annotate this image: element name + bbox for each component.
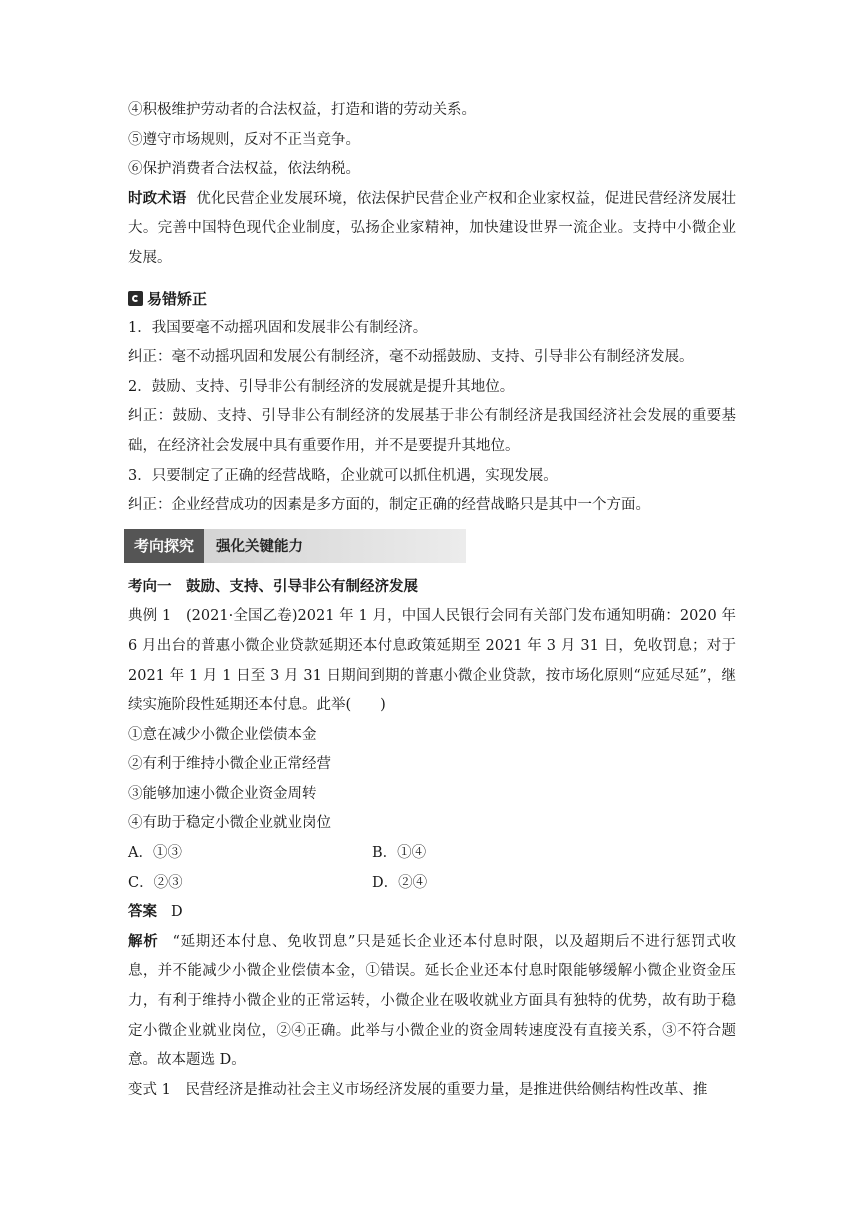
choice-a: A．①③ (128, 845, 182, 862)
policy-term-label: 时政术语 (128, 190, 187, 207)
option-item: ③能够加速小微企业资金周转 (128, 785, 317, 802)
correction-statement: 1．我国要毫不动摇巩固和发展非公有制经济。 (128, 319, 428, 336)
choice-row (128, 869, 736, 899)
topic-heading: 考向一 鼓励、支持、引导非公有制经济发展 (128, 578, 418, 595)
list-item: ⑤遵守市场规则，反对不正当竞争。 (128, 131, 360, 148)
choice-c: C．②③ (128, 874, 183, 891)
example-stem: 典例 1 (2021·全国乙卷)2021 年 1 月，中国人民银行会同有关部门发布通知明确：2020 年 6 月出台的普惠小微企业贷款延期还本付息政策延期至 2021 年 3 月 31 日，免收罚息；对于 2021 年 1 月 1 日至 3 月 31 日期间到期的普惠小微企业贷款，按市场化原则“应延尽延”，继续实施阶段性延期还本付息。此举( ) (128, 608, 736, 714)
answer-line (128, 898, 736, 928)
correction-fix: 纠正：毫不动摇巩固和发展公有制经济，毫不动摇鼓励、支持、引导非公有制经济发展。 (128, 349, 694, 366)
correction-statement: 2．鼓励、支持、引导非公有制经济的发展就是提升其地位。 (128, 378, 515, 395)
section-banner (124, 529, 466, 563)
answer-value: D (171, 904, 183, 921)
analysis-text: “延期还本付息、免收罚息”只是延长企业还本付息时限，以及超期后不进行惩罚式收息，并不能减少小微企业偿债本金，①错误。延长企业还本付息时限能够缓解小微企业资金压力，有利于维持小微企业的正常运转，小微企业在吸收就业方面具有独特的优势，故有助于稳定小微企业就业岗位，②④正确。此举与小微企业的资金周转速度没有直接关系，③不符合题意。故本题选 D。 (128, 933, 737, 1069)
banner-right-label: 强化关键能力 (204, 529, 466, 563)
list-item: ④积极维护劳动者的合法权益，打造和谐的劳动关系。 (128, 102, 476, 118)
variant-line: 变式 1 民营经济是推动社会主义市场经济发展的重要力量，是推进供给侧结构性改革、推 (128, 1081, 708, 1098)
document-page (128, 96, 736, 1105)
option-item: ④有助于稳定小微企业就业岗位 (128, 815, 331, 832)
banner-left-label: 考向探究 (124, 529, 204, 563)
correction-statement: 3．只要制定了正确的经营战略，企业就可以抓住机遇，实现发展。 (128, 467, 558, 484)
corrections-title: 易错矫正 (147, 290, 208, 309)
correction-fix: 纠正：鼓励、支持、引导非公有制经济的发展基于非公有制经济是我国经济社会发展的重要基础，在经济社会发展中具有重要作用，并不是要提升其地位。 (128, 408, 736, 454)
section-c-icon (128, 291, 143, 306)
choice-d: D．②④ (372, 874, 428, 891)
choice-b: B．①④ (372, 845, 427, 862)
corrections-header (128, 286, 736, 312)
correction-fix: 纠正：企业经营成功的因素是多方面的，制定正确的经营战略只是其中一个方面。 (128, 497, 650, 514)
answer-label: 答案 (128, 904, 157, 921)
list-item: ⑥保护消费者合法权益，依法纳税。 (128, 161, 360, 178)
policy-term-text: 优化民营企业发展环境，依法保护民营企业产权和企业家权益，促进民营经济发展壮大。完善中国特色现代企业制度，弘扬企业家精神，加快建设世界一流企业。支持中小微企业发展。 (128, 190, 737, 266)
analysis-paragraph (128, 928, 736, 1076)
option-item: ①意在减少小微企业偿债本金 (128, 726, 317, 743)
analysis-label: 解析 (128, 933, 159, 950)
choice-row (128, 839, 736, 869)
option-item: ②有利于维持小微企业正常经营 (128, 756, 331, 773)
policy-term-paragraph (128, 185, 736, 274)
